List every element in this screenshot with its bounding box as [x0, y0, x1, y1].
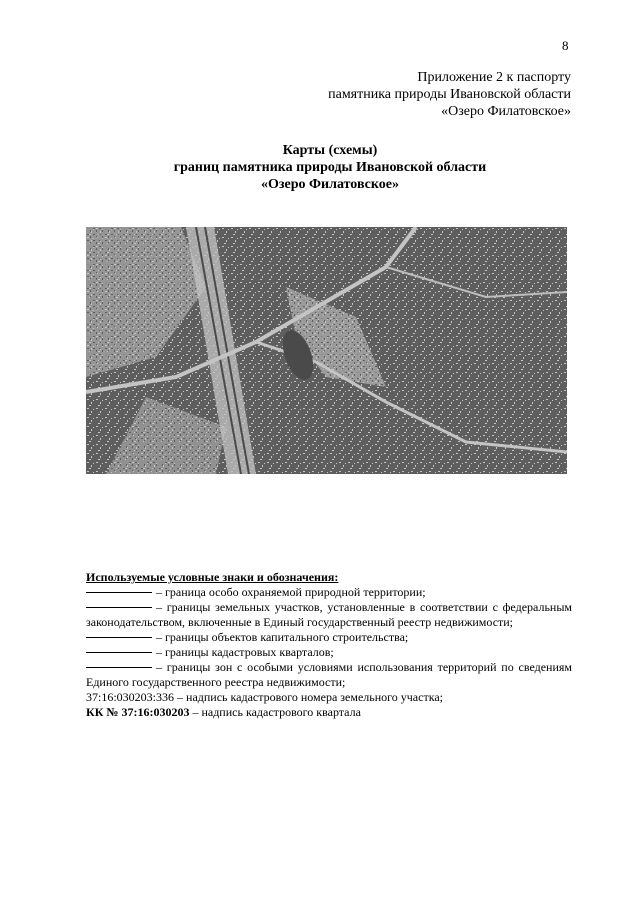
legend-item	[86, 600, 572, 630]
legend-item	[86, 645, 572, 660]
appendix-line: «Озеро Филатовское»	[441, 104, 571, 119]
legend-item-text: – надпись кадастрового квартала	[189, 705, 361, 719]
appendix-line: памятника природы Ивановской области	[328, 87, 571, 102]
map-graphic	[86, 227, 567, 474]
title-line: Карты (схемы)	[282, 143, 378, 158]
document-title	[120, 142, 540, 193]
satellite-map-image	[86, 227, 567, 474]
legend-item	[86, 630, 572, 645]
page-number: 8	[562, 38, 569, 53]
legend-item-text: – границы зон с особыми условиями использования территорий по сведениям Единого государственного реестра недвижимости;	[86, 660, 572, 689]
cadastral-quarter-label: КК № 37:16:030203	[86, 705, 190, 719]
legend-item-text: – границы земельных участков, установленные в соответствии с федеральным законодательством, включенные в Единый государственный реестр недвижимости;	[86, 600, 572, 629]
legend-item-text: – надпись кадастрового номера земельного участка;	[174, 690, 444, 704]
line-swatch	[86, 667, 152, 668]
legend	[86, 570, 572, 720]
parcel-number-label: 37:16:030203:336	[86, 690, 175, 704]
legend-item	[86, 690, 572, 705]
line-swatch	[86, 607, 152, 608]
line-swatch	[86, 637, 152, 638]
legend-item	[86, 585, 572, 600]
line-swatch	[86, 592, 152, 593]
legend-item-text: – границы кадастровых кварталов;	[156, 645, 334, 659]
appendix-line: Приложение 2 к паспорту	[417, 70, 571, 85]
title-line: границ памятника природы Ивановской области	[173, 160, 487, 175]
legend-item	[86, 705, 572, 720]
appendix-caption	[328, 69, 571, 120]
line-swatch	[86, 652, 152, 653]
legend-title: Используемые условные знаки и обозначения:	[86, 570, 339, 584]
legend-item-text: – граница особо охраняемой природной территории;	[156, 585, 426, 599]
title-line: «Озеро Филатовское»	[261, 177, 399, 192]
legend-item-text: – границы объектов капитального строительства;	[156, 630, 409, 644]
legend-item	[86, 660, 572, 690]
